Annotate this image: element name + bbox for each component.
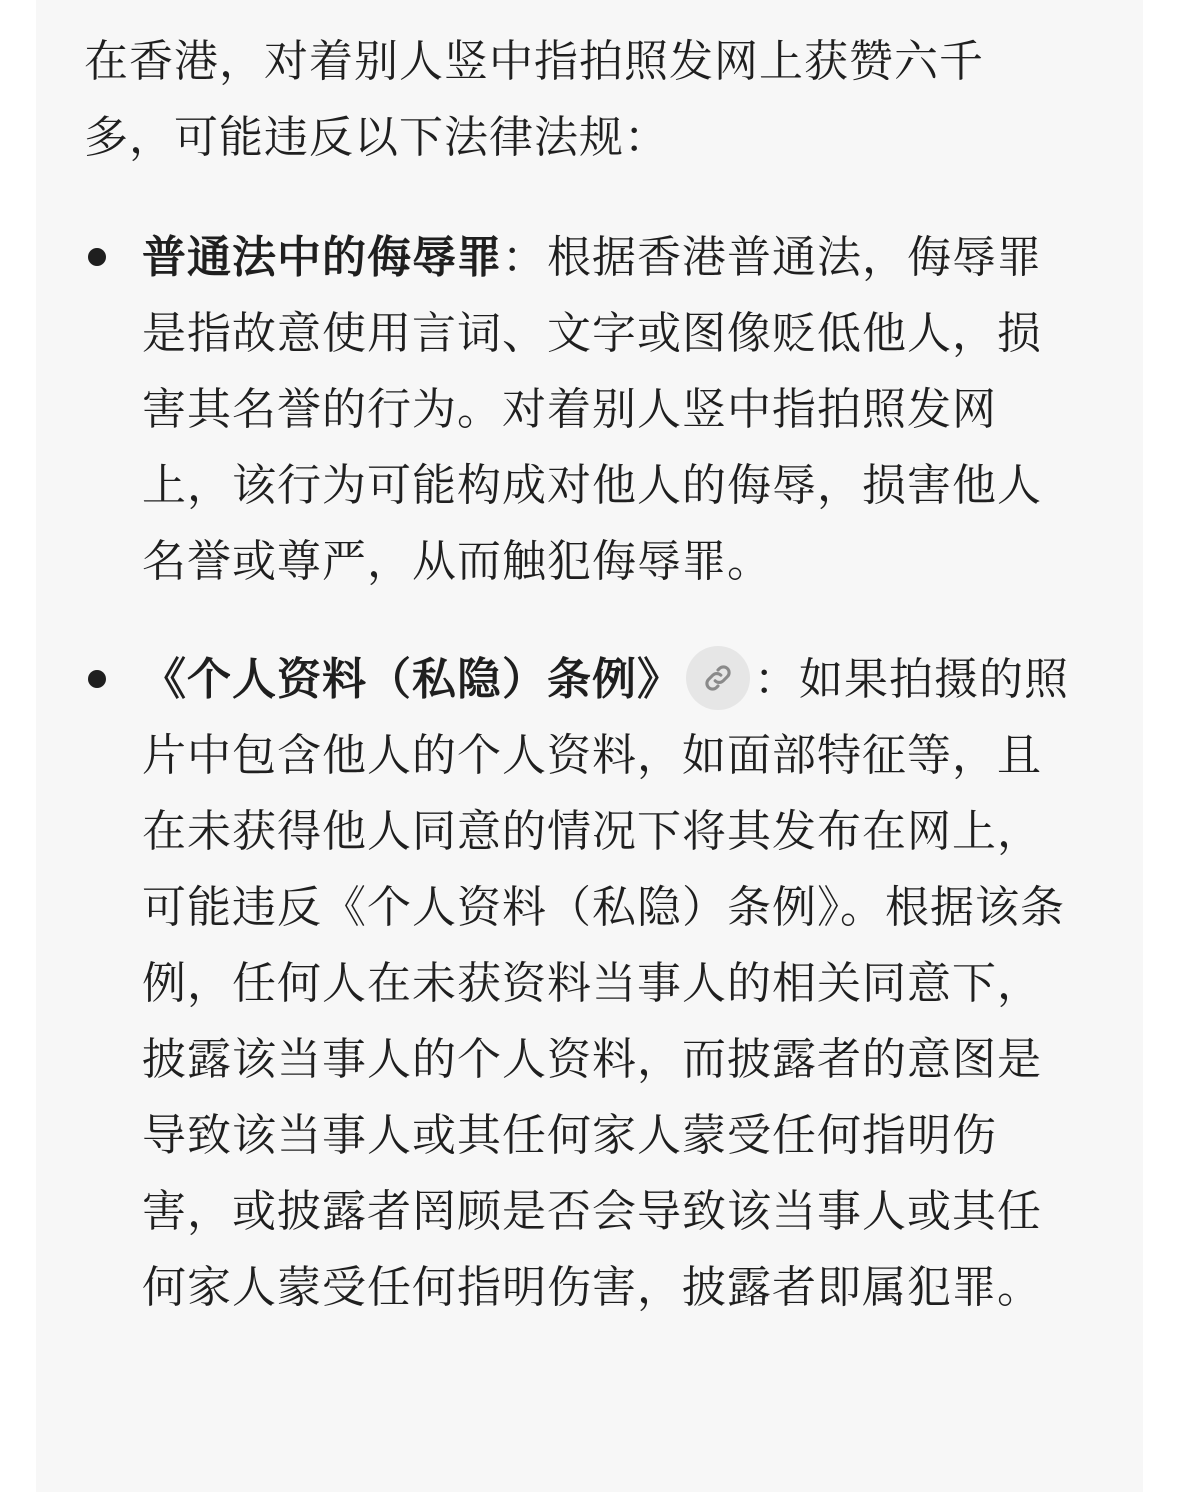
list-item-text: 根据香港普通法，侮辱罪是指故意使用言词、文字或图像贬低他人，损害其名誉的行为。对着别人竖中指拍照发网上，该行为可能构成对他人的侮辱，损害他人名誉或尊严，从而触犯侮辱罪。 <box>142 232 1042 587</box>
list-item-term: 《个人资料（私隐）条例》 <box>142 654 682 705</box>
list-item-separator: ： <box>502 232 547 283</box>
source-link-button[interactable] <box>686 646 750 710</box>
list-item-term: 普通法中的侮辱罪 <box>142 232 502 283</box>
bullet-dot <box>88 248 106 266</box>
law-list <box>84 220 1094 1326</box>
link-icon <box>701 661 735 695</box>
list-item-privacy-ordinance <box>84 642 1082 1326</box>
list-item-separator: ： <box>754 654 799 705</box>
answer-content <box>84 24 1094 1368</box>
list-item-insult-offence <box>84 220 1082 600</box>
bullet-dot <box>88 670 106 688</box>
list-item-text: 如果拍摄的照片中包含他人的个人资料，如面部特征等，且在未获得他人同意的情况下将其发布在网上，可能违反《个人资料（私隐）条例》。根据该条例，任何人在未获资料当事人的相关同意下，披露该当事人的个人资料，而披露者的意图是导致该当事人或其任何家人蒙受任何指明伤害，或披露者罔顾是否会导致该当事人或其任何家人蒙受任何指明伤害，披露者即属犯罪。 <box>142 654 1069 1313</box>
intro-paragraph: 在香港，对着别人竖中指拍照发网上获赞六千多，可能违反以下法律法规： <box>84 36 984 163</box>
